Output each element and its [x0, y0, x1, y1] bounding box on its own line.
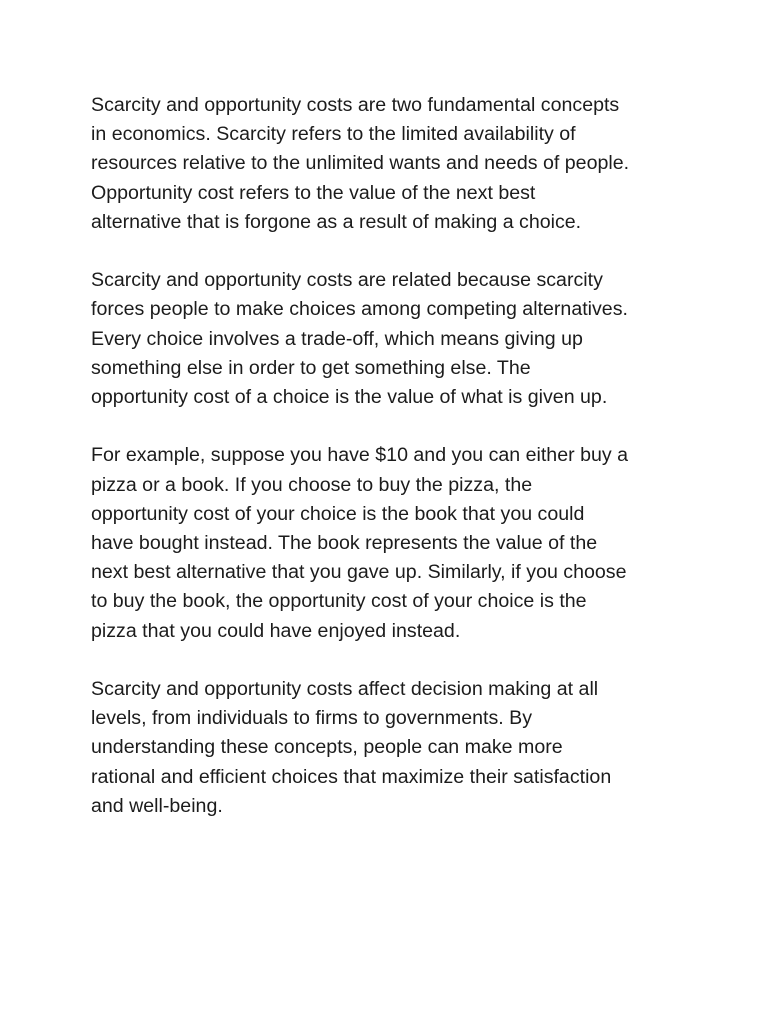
paragraph-4 — [91, 675, 701, 821]
text-line: Scarcity and opportunity costs affect decision making at all — [91, 678, 599, 701]
text-line: pizza that you could have enjoyed instead. — [91, 619, 461, 642]
text-line: rational and efficient choices that maximize their satisfaction — [91, 765, 612, 788]
document-body — [91, 91, 701, 821]
paragraph-1 — [91, 91, 701, 237]
text-line: have bought instead. The book represents the value of the — [91, 532, 598, 555]
paragraph-2 — [91, 266, 701, 412]
text-line: For example, suppose you have $10 and you can either buy a — [91, 444, 629, 467]
text-line: alternative that is forgone as a result of making a choice. — [91, 210, 582, 233]
text-line: in economics. Scarcity refers to the limited availability of — [91, 123, 576, 146]
text-line: levels, from individuals to firms to governments. By — [91, 707, 533, 730]
text-line: resources relative to the unlimited wants and needs of people. — [91, 152, 630, 175]
text-line: next best alternative that you gave up. Similarly, if you choose — [91, 561, 627, 584]
text-line: opportunity cost of a choice is the value of what is given up. — [91, 386, 608, 409]
text-line: something else in order to get something else. The — [91, 356, 531, 379]
text-line: opportunity cost of your choice is the book that you could — [91, 502, 585, 525]
text-line: Every choice involves a trade-off, which means giving up — [91, 327, 583, 350]
text-line: understanding these concepts, people can make more — [91, 736, 563, 759]
text-line: Scarcity and opportunity costs are related because scarcity — [91, 269, 603, 292]
paragraph-3 — [91, 441, 701, 645]
text-line: pizza or a book. If you choose to buy the pizza, the — [91, 473, 533, 496]
text-line: and well-being. — [91, 794, 223, 817]
text-line: to buy the book, the opportunity cost of your choice is the — [91, 590, 587, 613]
text-line: forces people to make choices among competing alternatives. — [91, 298, 628, 321]
text-line: Opportunity cost refers to the value of the next best — [91, 181, 536, 204]
text-line: Scarcity and opportunity costs are two fundamental concepts — [91, 94, 620, 116]
